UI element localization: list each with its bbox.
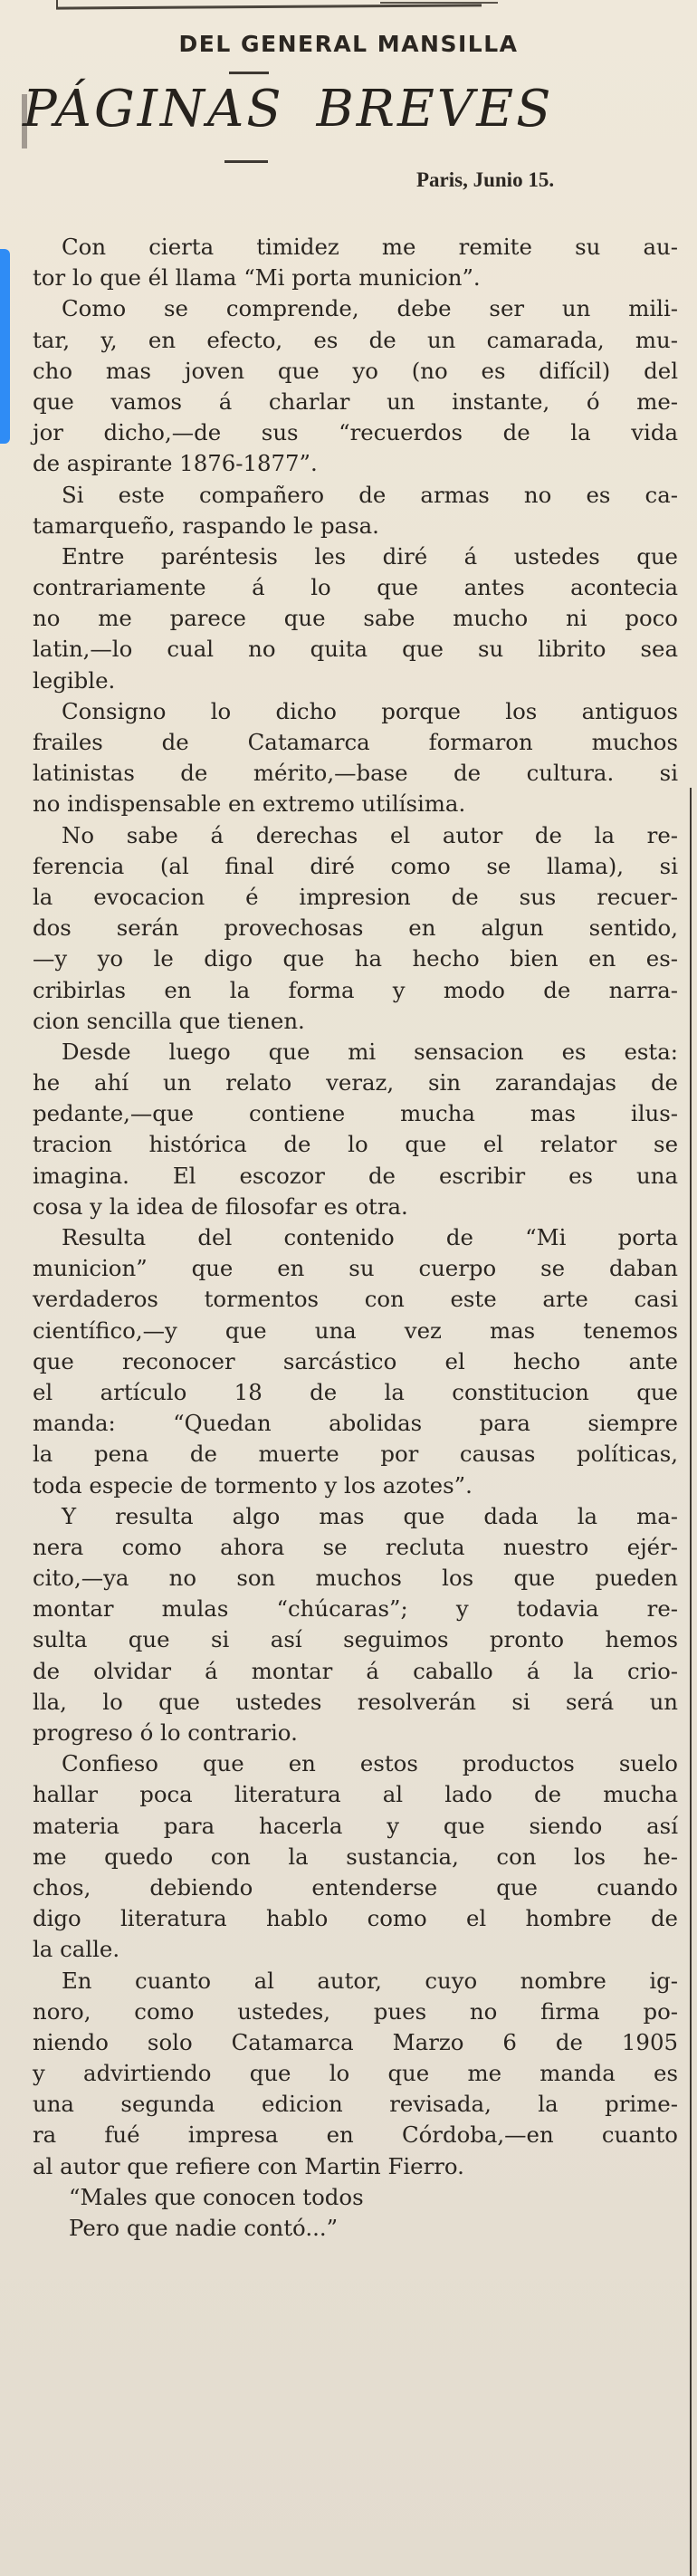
text-line: me quedo con la sustancia, con los he- [33, 1843, 678, 1870]
text-line: “Males que conocen todos [69, 2183, 364, 2210]
text-line: Confieso que en estos productos suelo [62, 1750, 678, 1777]
text-line: frailes de Catamarca formaron muchos [33, 729, 678, 755]
text-line: noro, como ustedes, pues no firma po- [33, 1997, 678, 2025]
text-line: que vamos á charlar un instante, ó me- [33, 388, 678, 415]
text-line: jor dicho,—de sus “recuerdos de la vida [33, 419, 678, 446]
text-line: manda: “Quedan abolidas para siempre [33, 1410, 678, 1437]
text-line: no indispensable en extremo utilísima. [33, 790, 466, 818]
text-line: Resulta del contenido de “Mi porta [62, 1224, 678, 1250]
text-line: y advirtiendo que lo que me manda es [33, 2060, 678, 2087]
dateline: Paris, Junio 15. [416, 168, 555, 191]
text-line: toda especie de tormento y los azotes”. [33, 1471, 473, 1499]
text-line: una segunda edicion revisada, la prime- [33, 2091, 678, 2118]
text-line: Entre paréntesis les diré á ustedes que [62, 542, 678, 570]
text-line: ra fué impresa en Córdoba,—en cuanto [33, 2121, 678, 2149]
selection-marker [0, 249, 10, 444]
text-line: sulta que si así seguimos pronto hemos [33, 1626, 678, 1653]
text-line: cito,—ya no son muchos los que pueden [33, 1565, 678, 1592]
text-line: verdaderos tormentos con este arte casi [33, 1286, 678, 1313]
article-kicker: DEL GENERAL MANSILLA [178, 31, 519, 57]
text-line: Con cierta timidez me remite su au- [62, 234, 678, 260]
article-headline [23, 80, 697, 139]
text-line: la calle. [33, 1936, 120, 1963]
text-line: cribirlas en la forma y modo de narra- [33, 976, 678, 1003]
text-line: la pena de muerte por causas políticas, [33, 1441, 678, 1468]
text-line: de olvidar á montar á caballo á la crio- [33, 1657, 678, 1684]
divider-short [224, 160, 268, 163]
top-border-rule-secondary [380, 2, 498, 4]
text-line: municion” que en su cuerpo se daban [33, 1255, 678, 1282]
text-line: Consigno lo dicho porque los antiguos [62, 697, 678, 724]
text-line: legible. [33, 666, 116, 694]
text-line: lla, lo que ustedes resolverán si será un [33, 1688, 678, 1715]
text-line: imagina. El escozor de escribir es una [33, 1162, 678, 1189]
text-line: cion sencilla que tienen. [33, 1007, 305, 1034]
text-line: —y yo le digo que ha hecho bien en es- [33, 945, 678, 972]
text-line: niendo solo Catamarca Marzo 6 de 1905 [33, 2028, 678, 2055]
text-line: al autor que refiere con Martin Fierro. [33, 2152, 464, 2179]
text-line: tar, y, en efecto, es de un camarada, mu- [33, 326, 678, 353]
text-line: No sabe á derechas el autor de la re- [62, 821, 678, 848]
text-line: Y resulta algo mas que dada la ma- [62, 1502, 678, 1529]
text-line: dos serán provechosas en algun sentido, [33, 915, 678, 942]
text-line: no me parece que sabe mucho ni poco [33, 605, 678, 632]
text-line: tamarqueño, raspando le pasa. [33, 512, 379, 539]
text-line: tracion histórica de lo que el relator se [33, 1131, 678, 1158]
text-line: pedante,—que contiene mucha mas ilus- [33, 1100, 678, 1127]
article-body [33, 232, 678, 2244]
column-rule [690, 788, 692, 2576]
text-line: Como se comprende, debe ser un mili- [62, 295, 678, 322]
text-line: científico,—y que una vez mas tenemos [33, 1317, 678, 1344]
text-line: materia para hacerla y que siendo así [33, 1812, 678, 1839]
text-line: nera como ahora se recluta nuestro ejér- [33, 1533, 678, 1560]
text-line: ferencia (al final diré como se llama), si [33, 852, 678, 879]
text-line: contrariamente á lo que antes acontecia [33, 574, 678, 601]
headline-word-2: BREVES [316, 80, 554, 139]
text-line: chos, debiendo entenderse que cuando [33, 1873, 678, 1901]
text-line: el artículo 18 de la constitucion que [33, 1378, 678, 1405]
top-border-rule [56, 4, 482, 9]
text-line: montar mulas “chúcaras”; y todavia re- [33, 1595, 678, 1623]
text-line: En cuanto al autor, cuyo nombre ig- [62, 1967, 678, 1994]
text-line: tor lo que él llama “Mi porta municion”. [33, 264, 481, 292]
text-line: Desde luego que mi sensacion es esta: [62, 1038, 678, 1065]
text-line: digo literatura hablo como el hombre de [33, 1905, 678, 1932]
text-line: la evocacion é impresion de sus recuer- [33, 883, 678, 910]
text-line: latin,—lo cual no quita que su librito sea [33, 636, 678, 663]
headline-word-1: PÁGINAS [23, 80, 284, 139]
text-line: he ahí un relato veraz, sin zarandajas de [33, 1069, 678, 1096]
text-line: hallar poca literatura al lado de mucha [33, 1781, 678, 1808]
text-line: cosa y la idea de filosofar es otra. [33, 1192, 408, 1220]
text-line: cho mas joven que yo (no es difícil) del [33, 357, 678, 384]
divider-short [229, 72, 269, 74]
text-line: de aspirante 1876-1877”. [33, 450, 318, 477]
text-line: Pero que nadie contó...” [69, 2215, 339, 2241]
text-line: Si este compañero de armas no es ca- [62, 481, 678, 508]
text-line: latinistas de mérito,—base de cultura. si [33, 760, 678, 787]
text-line: que reconocer sarcástico el hecho ante [33, 1347, 678, 1374]
text-line: progreso ó lo contrario. [33, 1719, 298, 1746]
